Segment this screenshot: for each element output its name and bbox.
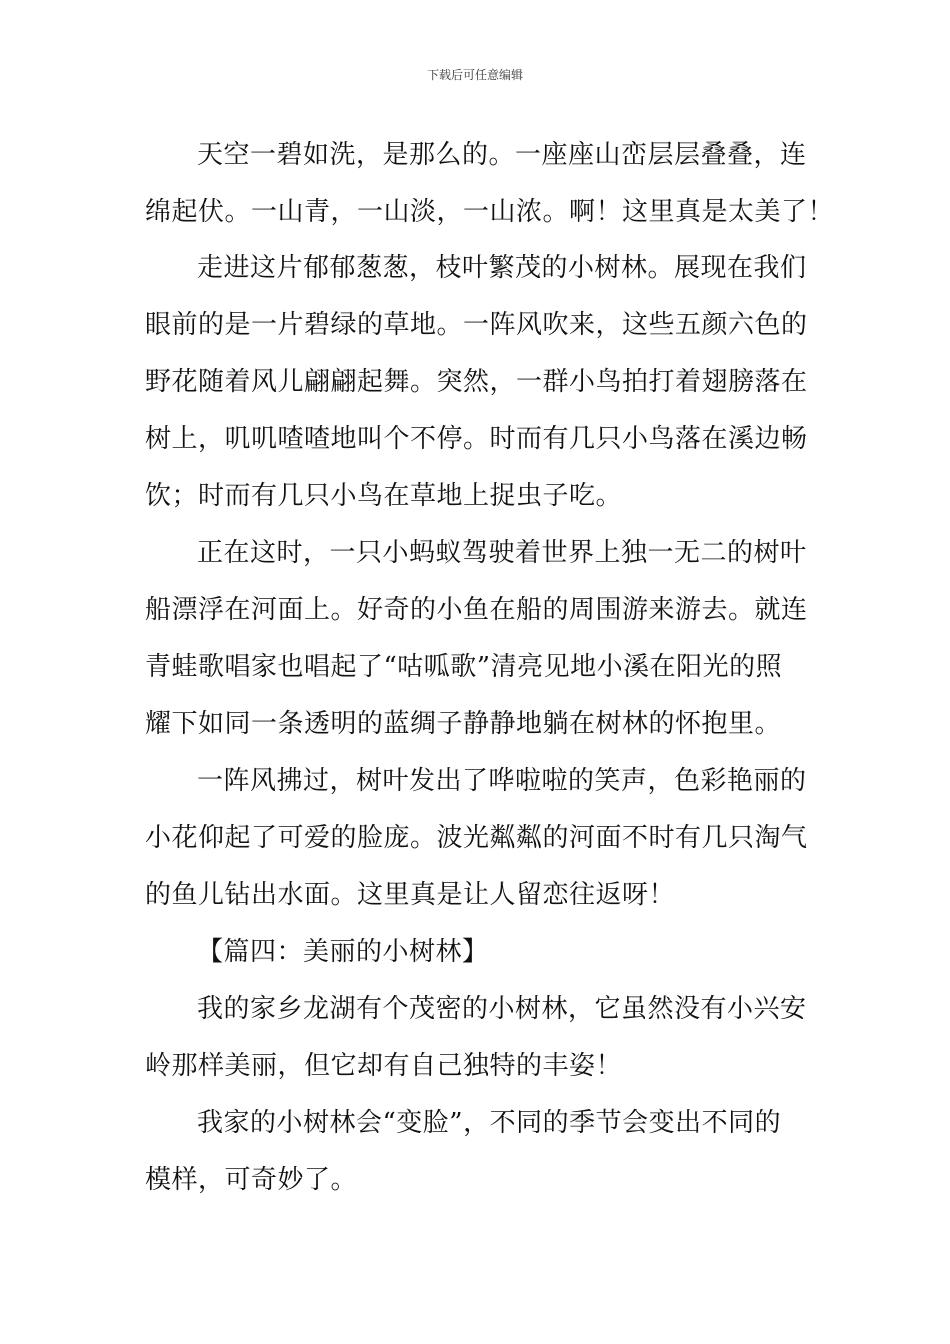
text-line: 一阵风拂过，树叶发出了哗啦啦的笑声，色彩艳丽的 [197, 766, 807, 796]
text-line: 小花仰起了可爱的脸庞。波光粼粼的河面不时有几只淘气 [145, 823, 808, 853]
text-line: 岭那样美丽，但它却有自己独特的丰姿！ [145, 1051, 623, 1081]
text-line: 走进这片郁郁葱葱，枝叶繁茂的小树林。展现在我们 [197, 253, 807, 283]
text-line: 正在这时，一只小蚂蚁驾驶着世界上独一无二的树叶 [197, 538, 807, 568]
section-heading: 【篇四：美丽的小树林】 [197, 937, 489, 967]
text-line: 青蛙歌唱家也唱起了“咕呱歌”清亮见地小溪在阳光的照 [145, 652, 783, 682]
text-line: 天空一碧如洗，是那么的。一座座山峦层层叠叠，连 [197, 140, 807, 170]
page-header: 下载后可任意编辑 [426, 68, 523, 82]
text-line: 耀下如同一条透明的蓝绸子静静地躺在树林的怀抱里。 [145, 709, 782, 739]
text-line: 船漂浮在河面上。好奇的小鱼在船的周围游来游去。就连 [145, 595, 808, 625]
text-line: 我的家乡龙湖有个茂密的小树林，它虽然没有小兴安 [197, 994, 807, 1024]
text-line: 的鱼儿钻出水面。这里真是让人留恋往返呀！ [145, 880, 676, 910]
text-line: 眼前的是一片碧绿的草地。一阵风吹来，这些五颜六色的 [145, 310, 808, 340]
text-line: 绵起伏。一山青，一山淡，一山浓。啊！这里真是太美了！ [145, 197, 835, 227]
text-line: 我家的小树林会“变脸”，不同的季节会变出不同的 [197, 1108, 782, 1138]
text-line: 饮；时而有几只小鸟在草地上捉虫子吃。 [145, 481, 623, 511]
text-line: 树上，叽叽喳喳地叫个不停。时而有几只小鸟落在溪边畅 [145, 424, 808, 454]
text-line: 野花随着风儿翩翩起舞。突然，一群小鸟拍打着翅膀落在 [145, 367, 808, 397]
text-line: 模样，可奇妙了。 [145, 1165, 358, 1195]
